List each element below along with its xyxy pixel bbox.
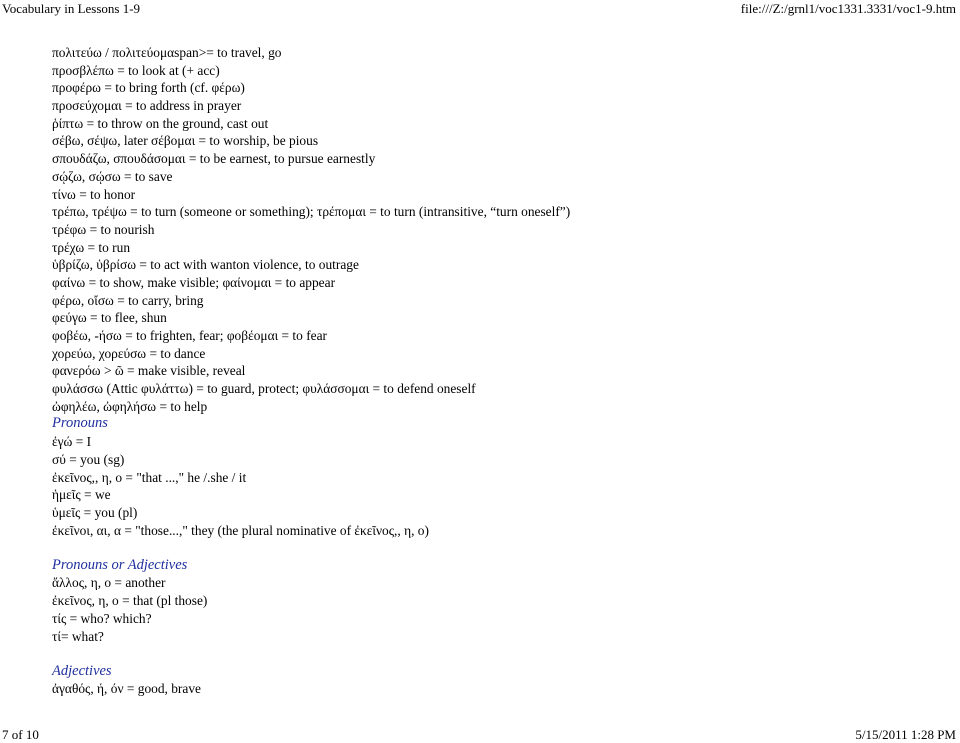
- vocab-entry: ὠφηλέω, ὠφηλήσω = to help: [52, 398, 208, 414]
- spacer: [52, 645, 952, 663]
- print-timestamp: 5/15/2011 1:28 PM: [855, 727, 956, 742]
- pronoun-adjective-list: [52, 574, 952, 645]
- vocab-entry: φυλάσσω (Attic φυλάττω) = to guard, protect; φυλάσσομαι = to defend oneself: [52, 381, 476, 397]
- vocab-entry: φανερόω > ῶ = make visible, reveal: [52, 363, 246, 379]
- vocab-entry: τρέχω = to run: [52, 239, 131, 255]
- vocab-entry: πολιτεύω / πολιτεύομαspan>= to travel, go: [52, 45, 282, 60]
- spacer: [52, 539, 952, 557]
- vocabulary-content: [52, 44, 952, 698]
- vocab-entry: προσεύχομαι = to address in prayer: [52, 98, 242, 114]
- section-heading-pronouns: Pronouns: [52, 415, 108, 432]
- page-indicator: 7 of 10: [2, 727, 39, 742]
- vocab-entry: ὑμεῖς = you (pl): [52, 504, 138, 520]
- vocab-entry: φεύγω = to flee, shun: [52, 310, 167, 326]
- vocab-entry: σῴζω, σῴσω = to save: [52, 168, 173, 184]
- vocab-entry: ἄλλος, η, ο = another: [52, 575, 166, 591]
- vocab-entry: προσβλέπω = to look at (+ acc): [52, 62, 220, 78]
- vocab-entry: τρέπω, τρέψω = to turn (someone or something); τρέπομαι = to turn (intransitive, “turn oneself”): [52, 204, 571, 220]
- vocab-entry: ὑβρίζω, ὑβρίσω = to act with wanton violence, to outrage: [52, 257, 359, 273]
- vocab-entry: φαίνω = to show, make visible; φαίνομαι = to appear: [52, 274, 336, 290]
- section-heading-pronouns-or-adjectives: Pronouns or Adjectives: [52, 556, 188, 573]
- vocab-entry: ἐκεῖνος, η, ο = that (pl those): [52, 593, 208, 609]
- vocab-entry: τρέφω = to nourish: [52, 221, 155, 237]
- vocab-entry: τί= what?: [52, 628, 104, 644]
- vocab-entry: ῥίπτω = to throw on the ground, cast out: [52, 115, 269, 131]
- vocab-entry: φοβέω, -ήσω = to frighten, fear; φοβέομαι = to fear: [52, 328, 327, 343]
- page-url: file:///Z:/grnl1/voc1331.3331/voc1-9.htm: [740, 1, 956, 16]
- adjective-list: [52, 680, 952, 698]
- vocab-entry: φέρω, οἴσω = to carry, bring: [52, 292, 204, 308]
- vocab-entry: τίς = who? which?: [52, 610, 152, 626]
- section-heading-adjectives: Adjectives: [52, 662, 112, 679]
- vocab-entry: προφέρω = to bring forth (cf. φέρω): [52, 80, 245, 96]
- verb-list: [52, 44, 952, 415]
- vocab-entry: σύ = you (sg): [52, 451, 125, 467]
- vocab-entry: τίνω = to honor: [52, 186, 136, 202]
- vocab-entry: ἡμεῖς = we: [52, 487, 111, 503]
- page-title: Vocabulary in Lessons 1-9: [2, 1, 141, 16]
- pronoun-list: [52, 433, 952, 539]
- vocab-entry: ἀγαθός, ή, όν = good, brave: [52, 681, 201, 697]
- vocab-entry: ἐκεῖνος,, η, ο = "that ...," he /.she / it: [52, 469, 247, 485]
- vocab-entry: σέβω, σέψω, later σέβομαι = to worship, be pious: [52, 133, 319, 149]
- vocab-entry: χορεύω, χορεύσω = to dance: [52, 345, 206, 361]
- vocab-entry: σπουδάζω, σπουδάσομαι = to be earnest, to pursue earnestly: [52, 151, 376, 167]
- vocab-entry: ἐγώ = I: [52, 434, 92, 450]
- vocab-entry: ἐκεῖνοι, αι, α = "those...," they (the plural nominative of ἐκεῖνος,, η, ο): [52, 522, 429, 538]
